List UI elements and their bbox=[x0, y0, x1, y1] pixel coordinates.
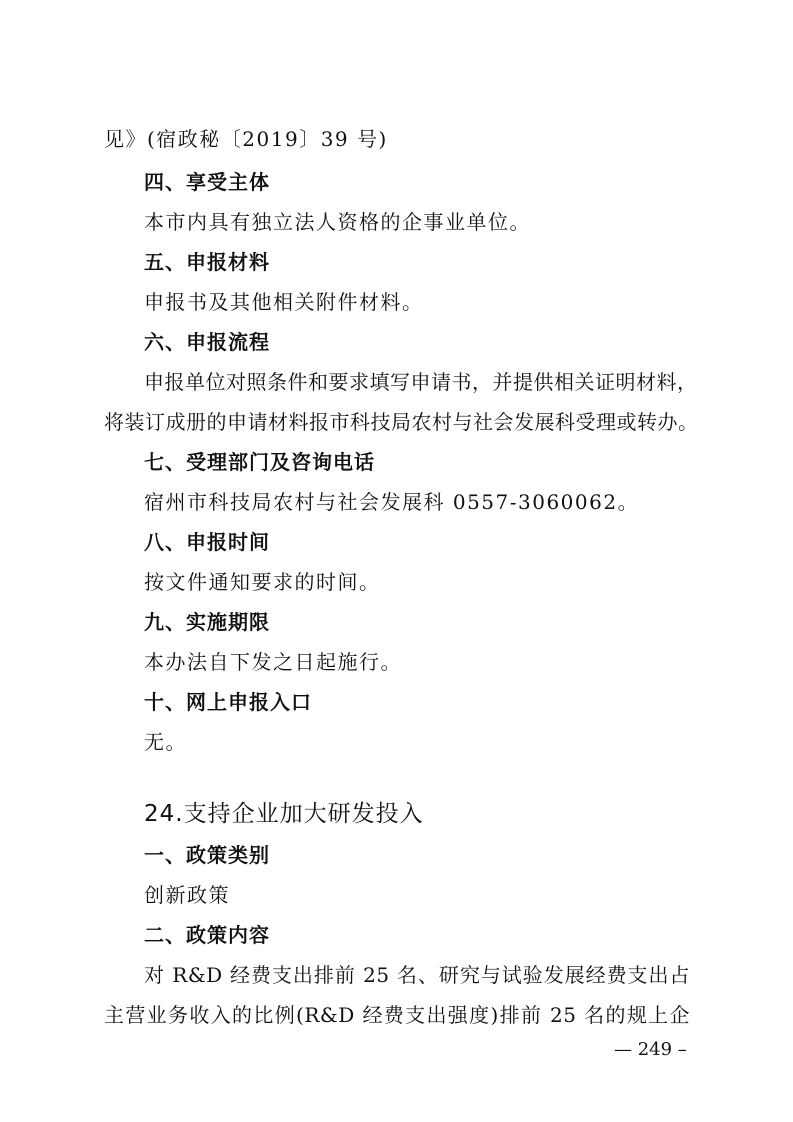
section-heading: 四、享受主体 bbox=[144, 170, 270, 194]
paragraph-line: 申报单位对照条件和要求填写申请书，并提供相关证明材料， bbox=[144, 370, 698, 394]
item-title: 24.支持企业加大研发投入 bbox=[144, 801, 424, 827]
paragraph-line: 主营业务收入的比例(R&D 经费支出强度)排前 25 名的规上企 bbox=[104, 1003, 690, 1027]
paragraph-line: 本市内具有独立法人资格的企事业单位。 bbox=[144, 210, 531, 234]
paragraph-line: 见》(宿政秘〔2019〕39 号) bbox=[104, 127, 388, 151]
paragraph-line: 创新政策 bbox=[144, 883, 230, 907]
paragraph-line: 申报书及其他相关附件材料。 bbox=[144, 290, 424, 314]
section-heading: 七、受理部门及咨询电话 bbox=[144, 450, 375, 474]
paragraph-line: 将装订成册的申请材料报市科技局农村与社会发展科受理或转办。 bbox=[104, 410, 699, 434]
section-heading: 一、政策类别 bbox=[144, 843, 270, 867]
section-heading: 六、申报流程 bbox=[144, 330, 270, 354]
paragraph-line: 对 R&D 经费支出排前 25 名、研究与试验发展经费支出占 bbox=[144, 963, 690, 987]
section-heading: 二、政策内容 bbox=[144, 923, 270, 947]
section-heading: 五、申报材料 bbox=[144, 250, 270, 274]
paragraph-line: 宿州市科技局农村与社会发展科 0557-3060062。 bbox=[144, 490, 640, 514]
paragraph-line: 无。 bbox=[144, 730, 187, 754]
paragraph-line: 按文件通知要求的时间。 bbox=[144, 570, 381, 594]
section-heading: 九、实施期限 bbox=[144, 610, 270, 634]
section-heading: 十、网上申报入口 bbox=[144, 690, 312, 714]
section-heading: 八、申报时间 bbox=[144, 530, 270, 554]
page-number: — 249 – bbox=[614, 1039, 687, 1060]
paragraph-line: 本办法自下发之日起施行。 bbox=[144, 650, 402, 674]
